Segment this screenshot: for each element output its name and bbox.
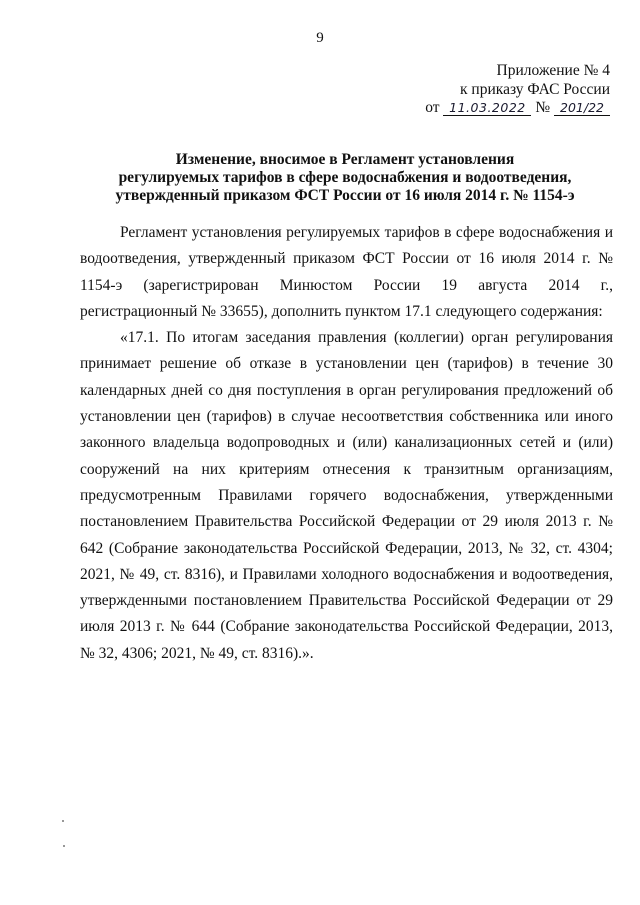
from-label: от bbox=[425, 99, 440, 116]
body-paragraph-1: Регламент установления регулируемых тарифов в сфере водоснабжения и водоотведения, утвержденный приказом ФСТ России от 16 июля 2014 г. № 1154-э (зарегистрирован Минюстом России 19 августа 2014 г., регистрационный № 33655), дополнить пунктом 17.1 следующего содержания: bbox=[80, 224, 613, 320]
appendix-line-1: Приложение № 4 bbox=[496, 62, 610, 79]
appendix-header bbox=[425, 62, 610, 118]
page-number: 9 bbox=[316, 30, 324, 46]
title-line-2: регулируемых тарифов в сфере водоснабжения и водоотведения, bbox=[118, 169, 572, 186]
order-number-handwritten: 201/22 bbox=[554, 100, 610, 116]
order-date-number-line bbox=[425, 99, 610, 118]
number-label: № bbox=[535, 99, 551, 116]
title-line-3: утвержденный приказом ФСТ России от 16 июля 2014 г. № 1154-э bbox=[115, 187, 575, 204]
scan-speck bbox=[63, 845, 65, 847]
scan-speck bbox=[62, 820, 64, 822]
document-title bbox=[100, 151, 590, 205]
document-body bbox=[80, 220, 613, 667]
order-date-handwritten: 11.03.2022 bbox=[443, 100, 531, 116]
appendix-line-2: к приказу ФАС России bbox=[460, 80, 610, 98]
body-paragraph-2: «17.1. По итогам заседания правления (коллегии) орган регулирования принимает решение об отказе в установлении цен (тарифов) в течение 30 календарных дней со дня поступления в орган регулирования предложений об установлении цен (тарифов) в случае несоответствия собственника или иного законного владельца водопроводных и (или) канализационных сетей и (или) сооружений на них критериям отнесения к транзитным организациям, предусмотренным Правилами горячего водоснабжения, утвержденными постановлением Правительства Российской Федерации от 29 июля 2013 г. № 642 (Собрание законодательства Российской Федерации, 2013, № 32, ст. 4304; 2021, № 49, ст. 8316), и Правилами холодного водоснабжения и водоотведения, утвержденными постановлением Правительства Российской Федерации от 29 июля 2013 г. № 644 (Собрание законодательства Российской Федерации, 2013, № 32, 4306; 2021, № 49, ст. 8316).». bbox=[80, 329, 613, 662]
title-line-1: Изменение, вносимое в Регламент установления bbox=[175, 151, 515, 168]
